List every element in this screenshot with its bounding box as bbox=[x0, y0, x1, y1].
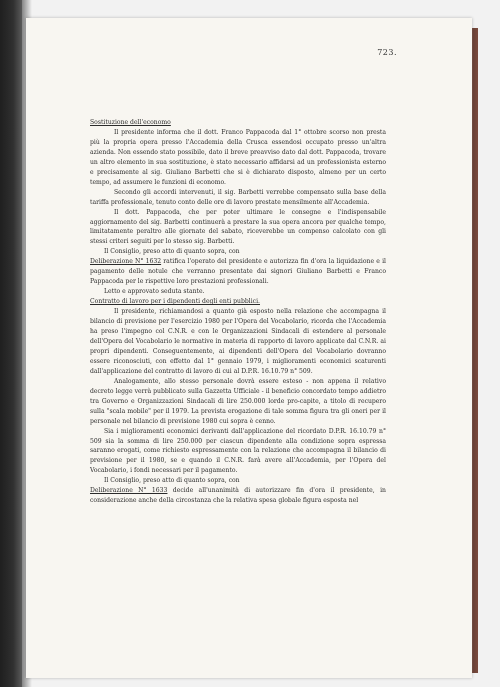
paragraph: Il presidente informa che il dott. Franco Pappacoda dal 1° ottobre scorso non presta più la propria opera presso l'Accademia della Crusca essendosi occupato presso un'altra azienda. Non essendo stato possibile, dato il breve preavviso dato dal dott. Pappacoda, trovare un altro elemento in sua sostituzione, è stato necessario affidarsi ad un professionista esterno e precisamente al sig. Giuliano Barbetti che si è dichiarato disposto, almeno per un certo tempo, ad assumere le funzioni di economo. bbox=[90, 128, 386, 186]
deliberation-label: Deliberazione N° 1633 bbox=[90, 487, 168, 495]
page-number: 723. bbox=[377, 48, 397, 57]
section-heading-economo: Sostituzione dell'economo bbox=[90, 119, 171, 126]
deliberation-paragraph bbox=[90, 257, 386, 287]
paragraph: Il presidente, richiamandosi a quanto già esposto nella relazione che accompagna il bilancio di previsione per l'esercizio 1980 per l'Opera del Vocabolario, ricorda che l'Accademia ha preso l'impegno col C.N.R. e con le Organizzazioni Sindacali di estendere al personale dell'Opera del Vocabolario le normative in materia di rapporto di lavoro applicate dal C.N.R. ai propri dipendenti. Conseguentemente, ai dipendenti dell'Opera del Vocabolario dovranno essere riconosciuti, con effetto dal 1° gennaio 1979, i miglioramenti economici scaturenti dall'applicazione del contratto di lavoro di cui al D.P.R. 16.10.79 n° 509. bbox=[90, 308, 386, 375]
deliberation-label: Deliberazione N° 1632 bbox=[90, 258, 162, 266]
paragraph: Analogamente, allo stesso personale dovrà essere esteso - non appena il relativo decreto legge verrà pubblicato sulla Gazzetta Ufficiale - il beneficio concordato tempo addietro tra Governo e Organizzazioni Sindacali di lire 250.000 lorde pro-capite, a titolo di recupero sulla "scala mobile" per il 1979. La prevista erogazione di tale somma figura tra gli oneri per il personale nel bilancio di previsione 1980 cui sopra è cenno. bbox=[90, 377, 386, 425]
deliberation-paragraph bbox=[90, 486, 386, 506]
paragraph: Il dott. Pappacoda, che per poter ultimare le consegne e l'indispensabile aggiornamento del sig. Barbetti continuerà a prestare la sua opera ancora per qualche tempo, limitatamente peraltro alle giornate del sabato, riceverebbe un compenso calcolato con gli stessi criteri seguiti per lo stesso sig. Barbetti. bbox=[90, 208, 386, 246]
paragraph: Il Consiglio, preso atto di quanto sopra, con bbox=[104, 248, 240, 256]
book-binding bbox=[0, 0, 22, 687]
section-heading-contratto: Contratto di lavoro per i dipendenti degli enti pubblici. bbox=[90, 298, 260, 306]
document-text bbox=[90, 118, 386, 506]
paragraph: Letto e approvato seduta stante. bbox=[104, 288, 205, 296]
paragraph: Il Consiglio, preso atto di quanto sopra, con bbox=[104, 477, 240, 485]
paragraph: Sia i miglioramenti economici derivanti dall'applicazione del ricordato D.P.R. 16.10.79 n° 509 sia la somma di lire 250.000 per ciascun dipendente alla condizione sopra espressa saranno erogati, come richiesto espressamente con la relazione che accompagna il bilancio di previsione per il 1980, se e quando il C.N.R. farà avere all'Accademia, per l'Opera del Vocabolario, i fondi necessari per il pagamento. bbox=[90, 427, 386, 475]
paragraph: Secondo gli accordi intervenuti, il sig. Barbetti verrebbe compensato sulla base della tariffa professionale, tenuto conto delle ore di lavoro prestate mensilmente all'Accademia. bbox=[90, 188, 386, 206]
deliberation-text: decide all'unanimità di autorizzare fin d'ora il presidente, in considerazione anche della circostanza che la relativa spesa globale figura esposta nel bbox=[90, 487, 386, 505]
deliberation-text: ratifica l'operato del presidente e autorizza fin d'ora la liquidazione e il pagamento delle notule che verranno presentate dai signori Giuliano Barbetti e Franco Pappacoda per le rispettive loro prestazioni professionali. bbox=[90, 258, 386, 286]
